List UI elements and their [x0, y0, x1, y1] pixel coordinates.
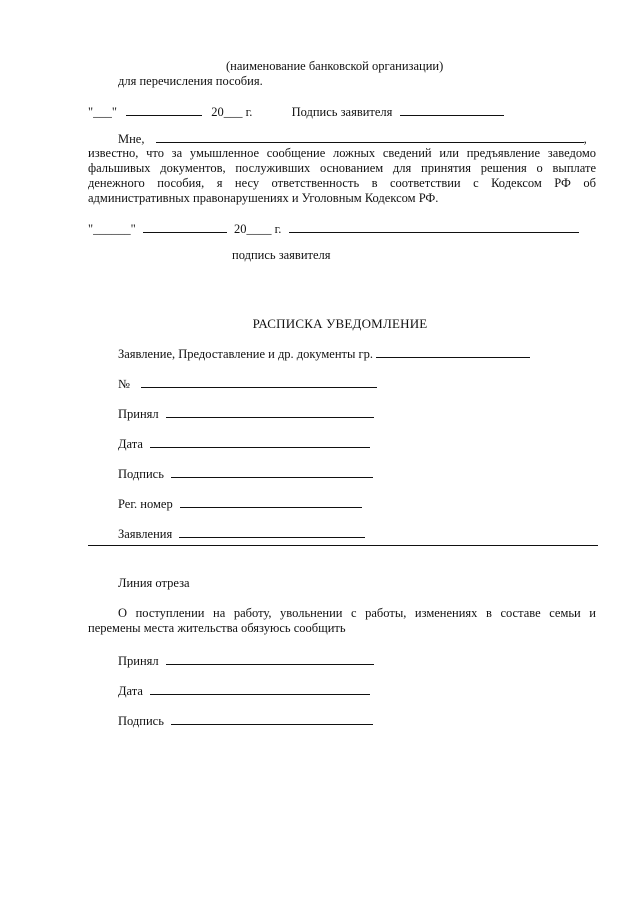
docs-citizen-field[interactable] [376, 346, 530, 358]
declaration-line: административных правонарушениях и Уголовным Кодексом РФ. [88, 191, 439, 205]
docs-label: Заявление, Предоставление и др. документы гр. [118, 347, 374, 361]
applicant-name-field[interactable] [156, 131, 584, 143]
declaration-text [88, 146, 596, 206]
date-year: 20___ г. [211, 105, 253, 119]
applications-field[interactable] [179, 526, 365, 538]
cutoff-date-field[interactable] [150, 683, 370, 695]
cut-line-label: Линия отреза [118, 576, 190, 590]
date-month-field[interactable] [126, 104, 202, 116]
signature-label: Подпись [118, 467, 164, 481]
cutoff-signature-row [118, 713, 373, 729]
accepted-row [118, 406, 374, 422]
declaration-date-year: 20____ г. [233, 222, 282, 236]
cutoff-signature-field[interactable] [171, 713, 373, 725]
declaration-line: известно, что за умышленное сообщение ложных сведений или предъявление заведомо [88, 146, 596, 160]
transfer-line: для перечисления пособия. [118, 74, 263, 88]
date-field[interactable] [150, 436, 370, 448]
declaration-line: денежного пособия, я несу ответственность в соответствии с Кодексом РФ об [88, 176, 596, 190]
cutoff-signature-label: Подпись [118, 714, 164, 728]
cutoff-date-row [118, 683, 370, 699]
cutoff-accepted-label: Принял [118, 654, 159, 668]
bank-caption: (наименование банковской организации) [226, 59, 444, 73]
cut-line [88, 545, 598, 546]
reg-number-row [118, 496, 362, 512]
me-label: Мне, [118, 132, 145, 146]
date-label: Дата [118, 437, 143, 451]
signature-label: Подпись заявителя [291, 105, 393, 119]
declaration-date-month-field[interactable] [143, 221, 227, 233]
number-field[interactable] [141, 376, 377, 388]
signature-caption: подпись заявителя [232, 248, 331, 262]
applications-row [118, 526, 365, 542]
signature-row [118, 466, 373, 482]
date-day: "___" [88, 105, 117, 119]
declaration-date-day: "______" [88, 222, 136, 236]
applications-label: Заявления [118, 527, 173, 541]
receipt-title: РАСПИСКА УВЕДОМЛЕНИЕ [252, 316, 428, 331]
cutoff-accepted-field[interactable] [166, 653, 374, 665]
declaration-date-row [88, 221, 579, 237]
declaration-line: фальшивых документов, послуживших основанием для принятия решения о выплате [88, 161, 596, 175]
reg-number-field[interactable] [180, 496, 362, 508]
signature-field[interactable] [171, 466, 373, 478]
signature-field[interactable] [400, 104, 504, 116]
date-row [118, 436, 370, 452]
reg-number-label: Рег. номер [118, 497, 173, 511]
comma: , [583, 132, 587, 146]
date-sign-row [88, 104, 504, 120]
obligation-line: О поступлении на работу, увольнении с работы, изменениях в составе семьи и [118, 606, 596, 620]
declaration-signature-field[interactable] [289, 221, 579, 233]
accepted-field[interactable] [166, 406, 374, 418]
declaration-me-row [118, 131, 587, 147]
cutoff-date-label: Дата [118, 684, 143, 698]
docs-row [118, 346, 530, 362]
number-row [118, 376, 377, 392]
obligation-line: перемены места жительства обязуюсь сообщить [88, 621, 346, 635]
obligation-text [88, 606, 596, 636]
accepted-label: Принял [118, 407, 159, 421]
cutoff-accepted-row [118, 653, 374, 669]
number-label: № [118, 377, 130, 391]
